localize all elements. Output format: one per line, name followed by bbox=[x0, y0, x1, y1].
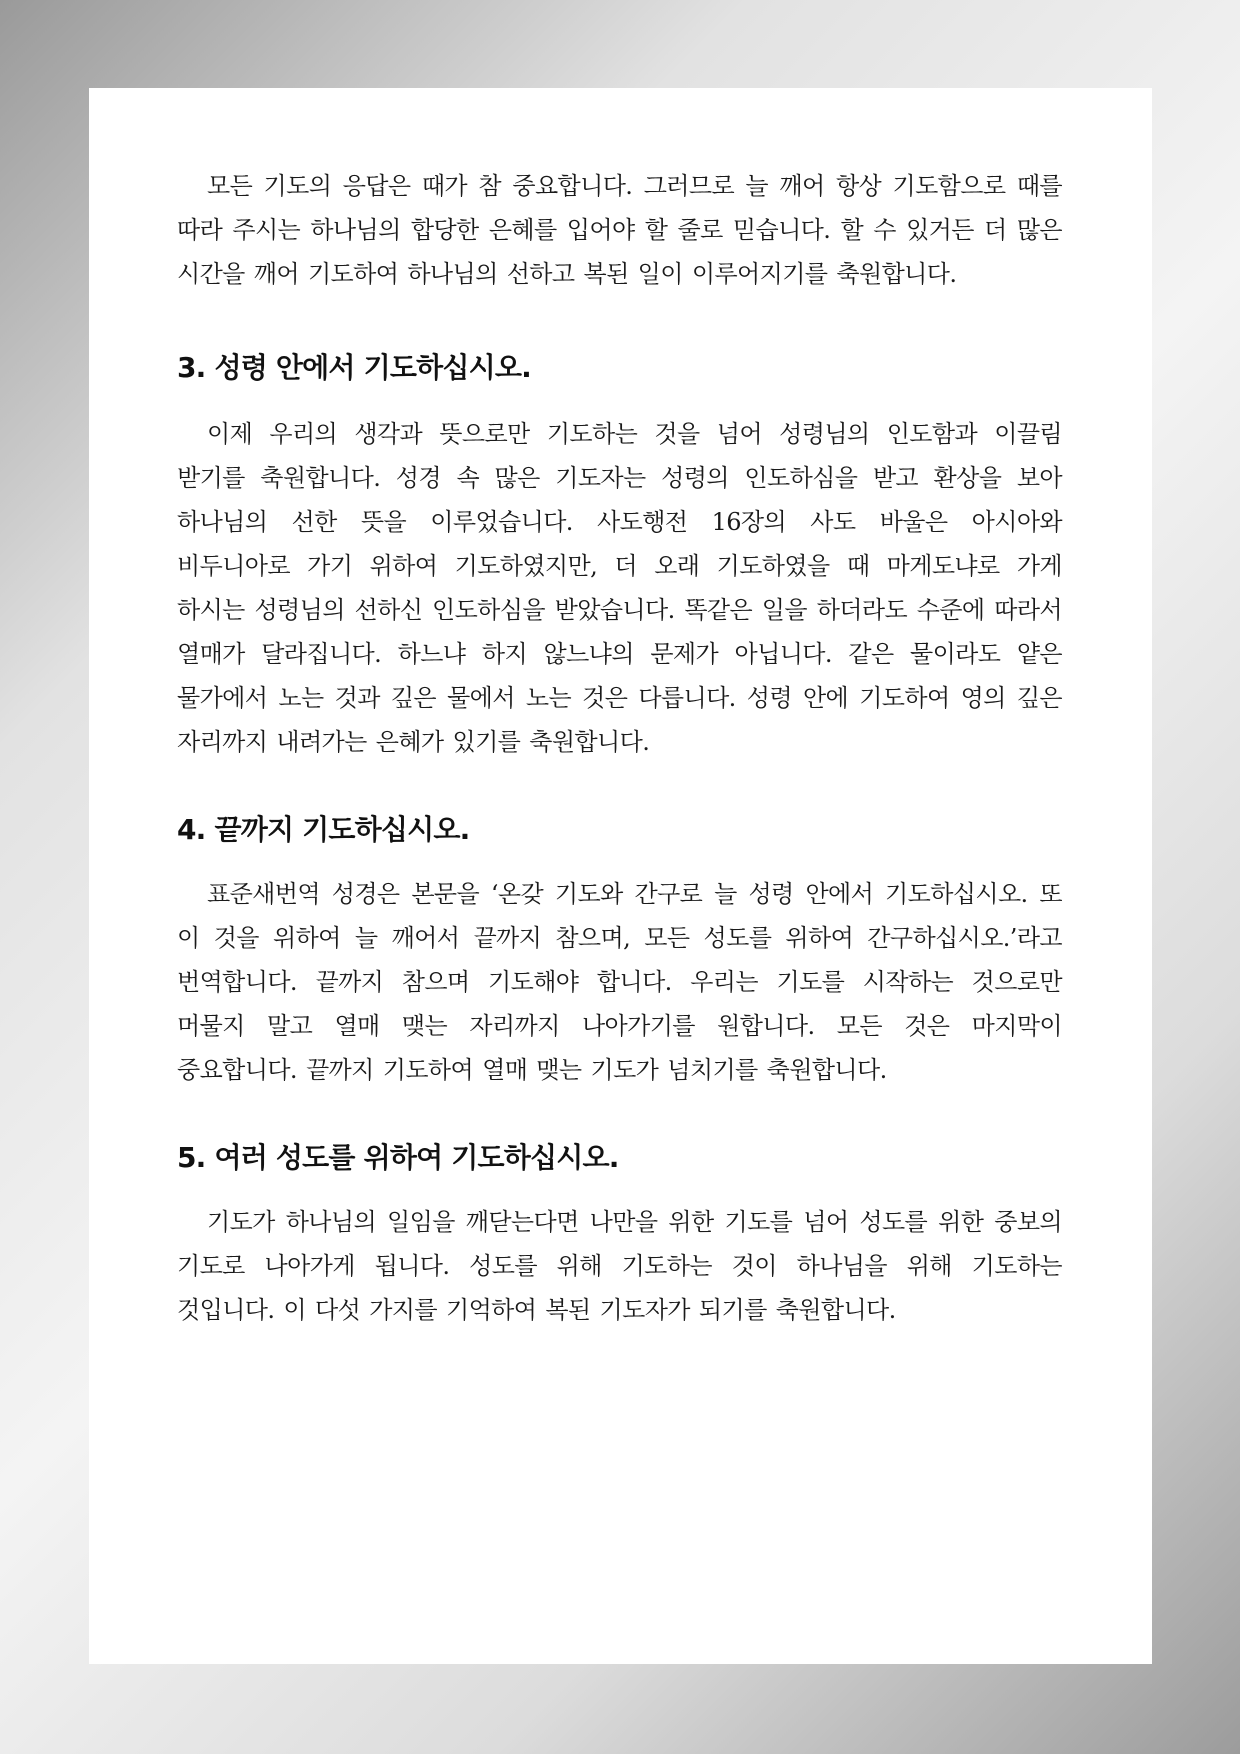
section-5-heading: 5. 여러 성도를 위하여 기도하십시오. bbox=[177, 1141, 619, 1174]
section-4-heading: 4. 끝까지 기도하십시오. bbox=[177, 813, 470, 846]
document-page bbox=[89, 88, 1152, 1664]
section-3-heading: 3. 성령 안에서 기도하십시오. bbox=[177, 351, 531, 384]
section-5-body: 기도가 하나님의 일임을 깨닫는다면 나만을 위한 기도를 넘어 성도를 위한 중보의 기도로 나아가게 됩니다. 성도를 위해 기도하는 것이 하나님을 위해 기도하는 것입니다. 이 다섯 가지를 기억하여 복된 기도자가 되기를 축원합니다. bbox=[177, 1208, 1062, 1324]
section-3-body: 이제 우리의 생각과 뜻으로만 기도하는 것을 넘어 성령님의 인도함과 이끌림 받기를 축원합니다. 성경 속 많은 기도자는 성령의 인도하심을 받고 환상을 보아 하나님의 선한 뜻을 이루었습니다. 사도행전 16장의 사도 바울은 아시아와 비두니아로 가기 위하여 기도하였지만, 더 오래 기도하였을 때 마게도냐로 가게 하시는 성령님의 선하신 인도하심을 받았습니다. 똑같은 일을 하더라도 수준에 따라서 열매가 달라집니다. 하느냐 하지 않느냐의 문제가 아닙니다. 같은 물이라도 얕은 물가에서 노는 것과 깊은 물에서 노는 것은 다릅니다. 성령 안에 기도하여 영의 깊은 자리까지 내려가는 은혜가 있기를 축원합니다. bbox=[177, 420, 1062, 756]
intro-paragraph: 모든 기도의 응답은 때가 참 중요합니다. 그러므로 늘 깨어 항상 기도함으로 때를 따라 주시는 하나님의 합당한 은혜를 입어야 할 줄로 믿습니다. 할 수 있거든 더 많은 시간을 깨어 기도하여 하나님의 선하고 복된 일이 이루어지기를 축원합니다. bbox=[177, 172, 1062, 288]
section-4-body: 표준새번역 성경은 본문을 ‘온갖 기도와 간구로 늘 성령 안에서 기도하십시오. 또 이 것을 위하여 늘 깨어서 끝까지 참으며, 모든 성도를 위하여 간구하십시오.’라고 번역합니다. 끝까지 참으며 기도해야 합니다. 우리는 기도를 시작하는 것으로만 머물지 말고 열매 맺는 자리까지 나아가기를 원합니다. 모든 것은 마지막이 중요합니다. 끝까지 기도하여 열매 맺는 기도가 넘치기를 축원합니다. bbox=[177, 880, 1062, 1084]
